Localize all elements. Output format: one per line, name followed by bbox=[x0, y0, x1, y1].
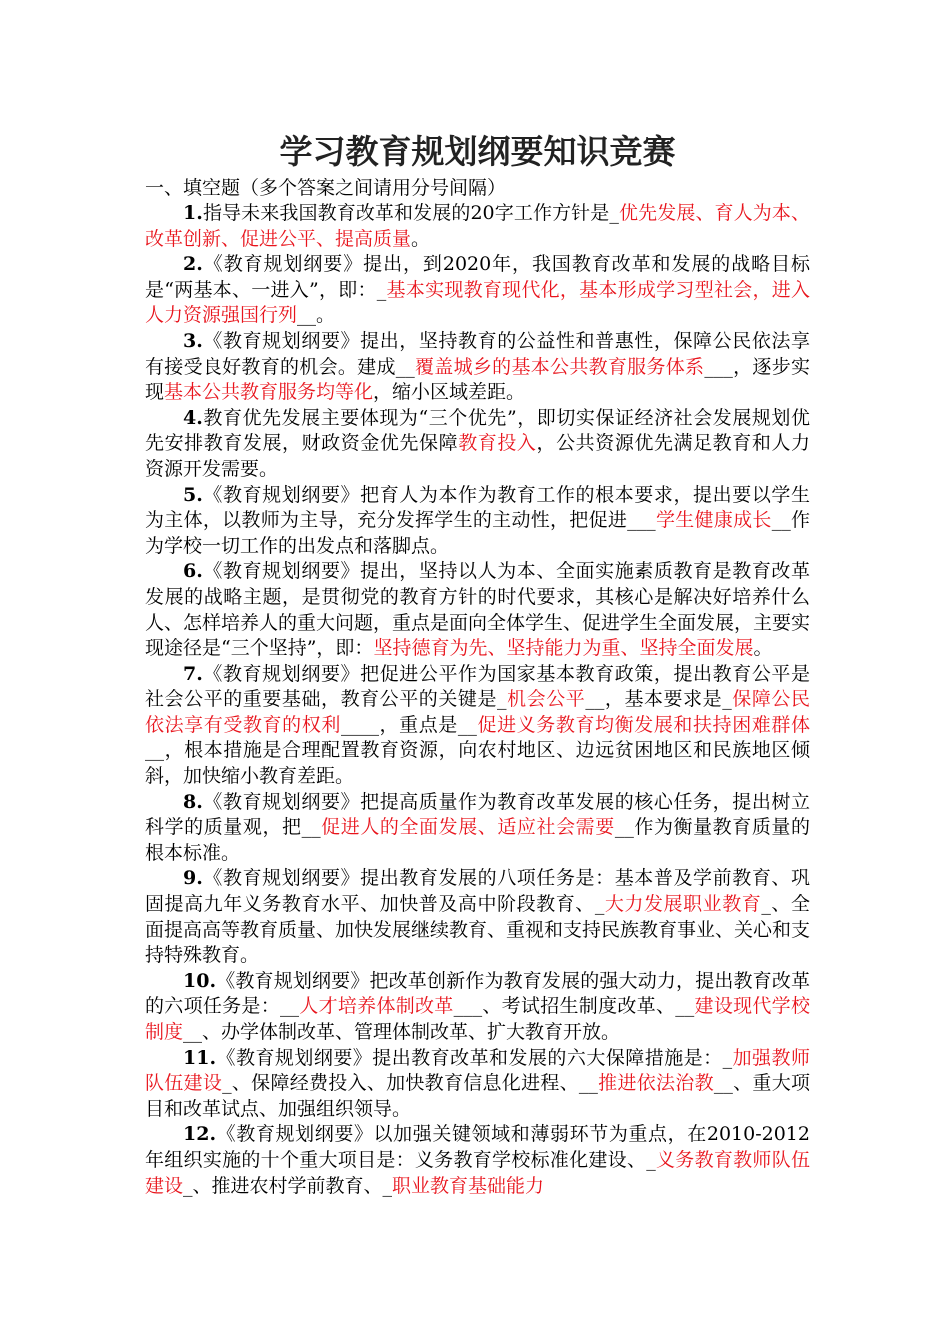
question-number: 3. bbox=[183, 329, 203, 352]
question-1 bbox=[145, 201, 810, 252]
answer-text: 促进义务教育均衡发展和扶持困难群体 bbox=[476, 713, 810, 736]
answer-text: 加强教师队伍建设 bbox=[145, 1046, 810, 1095]
answer-text: 保障公民依法享有受教育的权利 bbox=[145, 688, 810, 736]
answer-text: 学生健康成长 bbox=[655, 509, 772, 532]
question-text: _、保障经费投入、加快教育信息化进程、__ bbox=[222, 1072, 598, 1095]
answer-text: 坚持德育为先、坚持能力为重、坚持全面发展 bbox=[373, 637, 754, 660]
question-text: _、推进农村学前教育、_ bbox=[183, 1174, 393, 1197]
question-text: ，缩小区域差距。 bbox=[373, 381, 526, 404]
question-text: 指导未来我国教育改革和发展的20字工作方针是_ bbox=[202, 202, 619, 224]
question-number: 2. bbox=[183, 253, 203, 276]
question-text: 教育优先发展主要体现为“三个优先”，即切实保证经济社会发展规划优先安排教育发展，财政资金优先保障 bbox=[145, 406, 810, 455]
section-heading: 一、填空题（多个答案之间请用分号间隔） bbox=[145, 177, 507, 199]
answer-text: 职业教育基础能力 bbox=[392, 1174, 545, 1197]
question-6 bbox=[145, 559, 810, 661]
question-text: __作为学校一切工作的出发点和落脚点。 bbox=[145, 509, 810, 557]
question-10 bbox=[145, 969, 810, 1046]
answer-text: 建设现代学校制度 bbox=[145, 995, 810, 1043]
question-text: ___、考试招生制度改革、__ bbox=[453, 995, 695, 1018]
question-text: ___，逐步实现 bbox=[145, 355, 810, 404]
question-text: 《教育规划纲要》提出，到2020年，我国教育改革和发展的战略目标是“两基本、一进入”，即：_ bbox=[145, 253, 810, 301]
question-number: 7. bbox=[183, 662, 203, 685]
question-number: 6. bbox=[183, 560, 203, 583]
question-number: 5. bbox=[183, 483, 203, 506]
question-number: 12. bbox=[183, 1123, 217, 1146]
answer-text: 推进依法治教 bbox=[597, 1072, 714, 1095]
question-text: 《教育规划纲要》提出，坚持教育的公益性和普惠性，保障公民依法享有接受良好教育的机会。建成__ bbox=[145, 329, 810, 378]
question-text: 。 bbox=[753, 637, 773, 660]
question-9 bbox=[145, 866, 810, 968]
question-text: 《教育规划纲要》把育人为本作为教育工作的根本要求，提出要以学生为主体，以教师为主导，充分发挥学生的主动性，把促进___ bbox=[145, 483, 810, 532]
question-text: __，根本措施是合理配置教育资源，向农村地区、边远贫困地区和民族地区倾斜，加快缩小教育差距。 bbox=[145, 739, 810, 788]
answer-text: 大力发展职业教育 bbox=[604, 893, 762, 916]
question-text: 。 bbox=[411, 227, 431, 250]
question-text: 《教育规划纲要》以加强关键领域和薄弱环节为重点，在2010-2012年组织实施的十个重大项目是：义务教育学校标准化建设、_ bbox=[145, 1123, 810, 1171]
answer-text: 教育投入 bbox=[458, 432, 537, 455]
question-text: __、重大项目和改革试点、加强组织领导。 bbox=[145, 1072, 810, 1120]
question-text: 《教育规划纲要》提出，坚持以人为本、全面实施素质教育是教育改革发展的战略主题，是贯彻党的教育方针的时代要求，其核心是解决好培养什么人、怎样培养人的重大问题，重点是面向全体学生、促进学生全面发展，主要实现途径是“三个坚持”，即： bbox=[145, 560, 811, 660]
question-number: 4. bbox=[183, 406, 203, 429]
question-5 bbox=[145, 483, 810, 560]
question-3 bbox=[145, 329, 810, 406]
question-text: ____，重点是__ bbox=[340, 713, 477, 736]
question-text: 《教育规划纲要》把提高质量作为教育改革发展的核心任务，提出树立科学的质量观，把__ bbox=[145, 790, 810, 839]
question-number: 9. bbox=[183, 867, 203, 890]
answer-text: 机会公平 bbox=[506, 688, 586, 711]
question-text: 《教育规划纲要》提出教育发展的八项任务是：基本普及学前教育、巩固提高九年义务教育水平、加快普及高中阶段教育、_ bbox=[145, 867, 810, 916]
question-text: 《教育规划纲要》把改革创新作为教育发展的强大动力，提出教育改革的六项任务是：__ bbox=[145, 969, 810, 1018]
question-text: ，公共资源优先满足教育和人力资源开发需要。 bbox=[145, 432, 810, 480]
question-7 bbox=[145, 662, 810, 790]
question-text: 《教育规划纲要》把促进公平作为国家基本教育政策，提出教育公平是社会公平的重要基础，教育公平的关键是_ bbox=[145, 662, 810, 711]
question-list bbox=[145, 201, 810, 1199]
question-text: __作为衡量教育质量的根本标准。 bbox=[145, 816, 810, 864]
question-number: 1. bbox=[183, 202, 203, 224]
question-12 bbox=[145, 1122, 810, 1199]
question-2 bbox=[145, 252, 810, 329]
answer-text: 义务教育教师队伍建设 bbox=[145, 1148, 810, 1197]
question-number: 8. bbox=[183, 790, 203, 813]
answer-text: 基本公共教育服务均等化 bbox=[164, 381, 374, 404]
question-text: __、办学体制改革、管理体制改革、扩大教育开放。 bbox=[183, 1021, 621, 1043]
question-text: 《教育规划纲要》提出教育改革和发展的六大保障措施是：_ bbox=[216, 1046, 733, 1069]
question-text: __，基本要求是_ bbox=[585, 688, 732, 711]
answer-text: 人才培养体制改革 bbox=[299, 995, 454, 1018]
answer-text: 基本实现教育现代化，基本形成学习型社会，进入人力资源强国行列 bbox=[145, 278, 810, 327]
question-11 bbox=[145, 1046, 810, 1123]
page-title: 学习教育规划纲要知识竞赛 bbox=[279, 132, 676, 171]
question-8 bbox=[145, 790, 810, 867]
question-text: _、全面提高高等教育质量、加快发展继续教育、重视和支持民族教育事业、关心和支持特殊教育。 bbox=[145, 893, 811, 967]
question-number: 10. bbox=[183, 969, 217, 992]
question-4 bbox=[145, 406, 810, 483]
answer-text: 覆盖城乡的基本公共教育服务体系 bbox=[414, 355, 705, 378]
question-text: __。 bbox=[297, 304, 336, 327]
question-number: 11. bbox=[183, 1046, 217, 1069]
answer-text: 优先发展、育人为本、改革创新、促进公平、提高质量 bbox=[145, 202, 810, 250]
answer-text: 促进人的全面发展、适应社会需要 bbox=[320, 816, 615, 839]
